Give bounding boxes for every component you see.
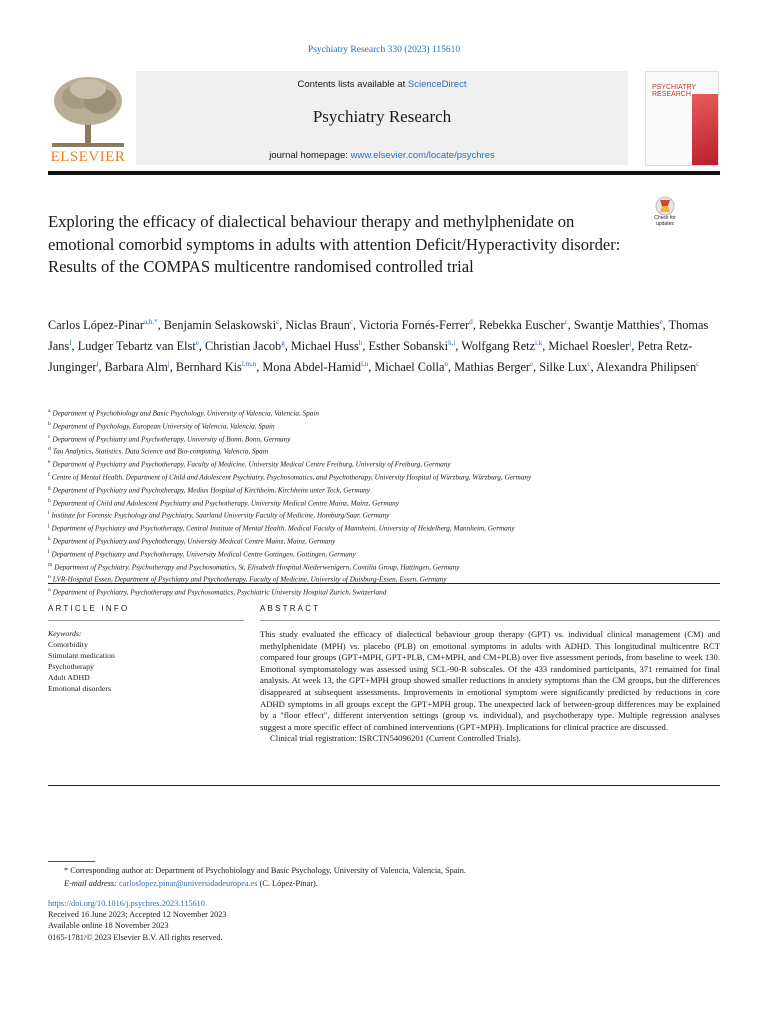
section-rule-bottom <box>48 785 720 786</box>
publisher-name: ELSEVIER <box>50 149 126 165</box>
corresponding-text: Corresponding author at: Department of Psychobiology and Basic Psychology, University of Valencia, Valencia, Spain. <box>70 866 466 875</box>
affiliation-mark: h <box>48 497 51 504</box>
copyright: 0165-1781/© 2023 Elsevier B.V. All rights reserved. <box>48 932 223 942</box>
keywords-list <box>48 639 244 694</box>
footnote-rule <box>48 861 95 862</box>
article-info-heading: ARTICLE INFO <box>48 604 130 613</box>
elsevier-logo[interactable] <box>48 71 128 165</box>
affiliation-item <box>48 585 720 598</box>
doi-link[interactable]: https://doi.org/10.1016/j.psychres.2023.115610 <box>48 899 205 908</box>
trial-registration: Clinical trial registration: ISRCTN54096201 (Current Controlled Trials). <box>270 733 521 744</box>
author-name: Silke Lux <box>539 359 588 374</box>
affiliation-mark: n <box>48 574 51 581</box>
author[interactable] <box>539 360 590 374</box>
available-online: Available online 18 November 2023 <box>48 921 169 931</box>
author-name: Michael Huss <box>290 338 359 353</box>
author-name: Mathias Berger <box>454 359 531 374</box>
author-name: Niclas Braun <box>285 318 350 333</box>
abstract-heading: ABSTRACT <box>260 604 321 613</box>
affiliation-item <box>48 521 720 534</box>
author-name: Alexandra Philipsen <box>596 359 697 374</box>
author-affiliation-marks[interactable]: l,m,n <box>241 359 257 368</box>
affiliation-item <box>48 534 720 547</box>
email-link[interactable]: carloslopez.pinar@universidadeuropea.es <box>119 878 258 888</box>
affiliation-mark: k <box>48 535 51 542</box>
homepage-link[interactable]: www.elsevier.com/locate/psychres <box>350 150 495 161</box>
author-name: Mona Abdel-Hamid <box>262 359 362 374</box>
author-affiliation-marks[interactable]: c <box>349 318 354 326</box>
affiliation-text: Department of Psychiatry and Psychotherapy, Faculty of Medicine, University Medical Centre Freiburg, University of Freiburg, Germany <box>52 460 451 469</box>
author-affiliation-marks[interactable]: c <box>696 359 700 368</box>
author-affiliation-marks[interactable]: f <box>69 338 72 347</box>
journal-cover[interactable] <box>645 71 719 166</box>
author[interactable] <box>48 318 158 332</box>
affiliation-mark: j <box>48 523 50 530</box>
author-name: Bernhard Kis <box>175 359 242 374</box>
affiliation-mark: m <box>48 561 53 568</box>
affiliation-text: Tau Analytics, Statistics, Data Science and Bio-computing, Valencia, Spain <box>52 447 269 456</box>
journal-name[interactable]: Psychiatry Research <box>312 107 452 126</box>
author[interactable] <box>262 360 368 374</box>
affiliation-mark: b <box>48 420 51 427</box>
author-affiliation-marks[interactable]: i,k <box>535 338 543 347</box>
keyword-item: Psychotherapy <box>48 662 94 671</box>
homepage-line <box>136 150 628 161</box>
author-name: Wolfgang Retz <box>461 338 536 353</box>
author[interactable] <box>454 360 533 374</box>
journal-masthead <box>48 71 628 166</box>
affiliation-mark: g <box>48 484 51 491</box>
crossmark-badge[interactable] <box>647 196 683 230</box>
footnotes <box>48 865 720 890</box>
author-name: Christian Jacob <box>205 338 282 353</box>
author-affiliation-marks[interactable]: a,b,* <box>143 318 158 326</box>
author-affiliation-marks[interactable]: i <box>96 359 99 368</box>
affiliation-text: Department of Psychiatry and Psychotherapy, University of Bonn, Bonn, Germany <box>52 434 291 443</box>
author[interactable] <box>176 360 256 374</box>
affiliation-text: Department of Psychiatry and Psychotherapy, University Medical Centre Gottingen, Gottingen, Germany <box>51 550 356 559</box>
author[interactable] <box>548 339 631 353</box>
author-name: Victoria Fornés-Ferrer <box>358 318 470 333</box>
author[interactable] <box>205 339 285 353</box>
affiliation-item <box>48 483 720 496</box>
email-note <box>48 878 720 891</box>
author-name: Benjamin Selaskowski <box>163 318 277 333</box>
author-name: Swantje Matthies <box>573 318 660 333</box>
author[interactable] <box>285 318 353 332</box>
affiliation-mark: l <box>48 548 50 555</box>
author-affiliation-marks[interactable]: e <box>659 318 663 326</box>
author-affiliation-marks[interactable]: o <box>444 359 448 368</box>
keywords-block <box>48 628 244 694</box>
affiliation-mark: f <box>48 471 50 478</box>
affiliation-item <box>48 457 720 470</box>
author[interactable] <box>479 318 568 332</box>
affiliation-text: Centre of Mental Health, Department of Child and Adolescent Psychiatry, Psychosomatics, and Psychotherapy, University Hospital of Würzburg, Würzburg, Germany <box>51 473 532 482</box>
affiliation-item <box>48 444 720 457</box>
header-rule <box>48 171 720 175</box>
affiliation-text: Institute for Forensic Psychology and Psychiatry, Saarland University Faculty of Medicine, Homburg/Saar, Germany <box>51 511 390 520</box>
author-name: Michael Colla <box>374 359 445 374</box>
corresponding-mark: * <box>64 866 69 875</box>
author-affiliation-marks[interactable]: g <box>281 338 285 347</box>
author-name: Barbara Alm <box>104 359 168 374</box>
author[interactable] <box>78 339 199 353</box>
affiliation-text: Department of Psychiatry, Psychotherapy and Psychosomatics, Psychiatric University Hospital Zurich, Switzerland <box>52 588 387 597</box>
author-affiliation-marks[interactable]: h,i <box>448 338 456 347</box>
affiliation-mark: c <box>48 433 51 440</box>
corresponding-author-note <box>48 865 720 878</box>
email-owner: (C. López-Pinar). <box>259 878 318 888</box>
author-affiliation-marks[interactable]: c <box>587 359 591 368</box>
author-list: Carlos López-Pinar$^{a,b,*}$, Benjamin Selaskowski$^c$, Niclas Braun$^c$, Victoria Fornés-Ferrer$^d$, Rebekka Euscher$^c$, Swantje Matthies$^e$, Thomas Jans$^f$, Ludger Tebartz van Elst$^e$, Christian Jacob$^g$, Michael Huss$^h$, Esther Sobanski$^{h,i}$, Wolfgang Retz$^{i,k}$, Michael Roesler$^j$, Petra Retz-Junginger$^i$, Barbara Alm$^j$, Bernhard Kis$^{l,m,n}$, Mona Abdel-Hamid$^{l,n}$, Michael Colla$^o$, Mathias Berger$^e$, Silke Lux$^c$, Alexandra Philipsen$^c$ <box>48 318 709 374</box>
affiliation-item <box>48 419 720 432</box>
affiliation-mark: d <box>48 446 51 453</box>
author-affiliation-marks[interactable]: c <box>276 318 280 326</box>
author-name: Carlos López-Pinar <box>48 318 144 333</box>
author-name: Rebekka Euscher <box>478 318 565 333</box>
affiliation-item <box>48 560 720 573</box>
author-affiliation-marks[interactable]: d <box>469 318 473 326</box>
author-affiliation-marks[interactable]: e <box>195 338 199 347</box>
received-dates: Received 16 June 2023; Accepted 12 November 2023 <box>48 910 227 920</box>
section-rule-top <box>48 583 720 584</box>
author-affiliation-marks[interactable]: c <box>564 318 568 326</box>
homepage-prefix: journal homepage: <box>269 150 348 161</box>
email-label: E-mail address: <box>64 878 117 888</box>
author-affiliation-marks[interactable]: h <box>358 338 363 347</box>
keyword-item: Stimulant medication <box>48 651 115 660</box>
affiliation-text: Department of Child and Adolescent Psychiatry and Psychotherapy, University Medical Centre Mainz, Mainz, Germany <box>52 498 399 507</box>
author[interactable] <box>596 360 699 374</box>
affiliation-item <box>48 496 720 509</box>
keyword-item: Comorbidity <box>48 640 88 649</box>
cover-art <box>692 94 718 166</box>
crossmark-icon <box>647 196 683 216</box>
author[interactable] <box>291 339 362 353</box>
keyword-item: Adult ADHD <box>48 673 90 682</box>
affiliation-item <box>48 508 720 521</box>
author[interactable] <box>369 339 456 353</box>
keyword-item: Emotional disorders <box>48 684 112 693</box>
article-title: Exploring the efficacy of dialectical behaviour therapy and methylphenidate on emotional comorbid symptoms in adults with attention Deficit/Hyperactivity disorder: Results of the COMPAS multicentre randomised controlled trial <box>48 212 621 277</box>
author-affiliation-marks[interactable]: l,n <box>361 359 369 368</box>
author-name: Ludger Tebartz van Elst <box>77 338 196 353</box>
affiliation-item <box>48 406 720 419</box>
author-affiliation-marks[interactable]: j <box>629 338 632 347</box>
affiliation-list <box>48 406 720 598</box>
author[interactable] <box>359 318 473 332</box>
affiliation-item <box>48 547 720 560</box>
author-name: Thomas Jans <box>48 318 709 353</box>
keywords-label: Keywords: <box>48 629 82 638</box>
author-name: Michael Roesler <box>548 338 630 353</box>
affiliation-text: Department of Psychiatry, Psychotherapy and Psychosomatics, St. Elisabeth Hospital Niederwenigern, Contilia Group, Hattingen, Germany <box>54 562 460 571</box>
article-info-rule <box>48 620 244 621</box>
author-affiliation-marks[interactable]: e <box>530 359 534 368</box>
author[interactable] <box>461 339 542 353</box>
author[interactable] <box>164 318 279 332</box>
author-affiliation-marks[interactable]: j <box>167 359 170 368</box>
sciencedirect-link[interactable]: ScienceDirect <box>407 79 467 90</box>
author[interactable] <box>574 318 663 332</box>
contents-prefix: Contents lists available at <box>297 79 406 90</box>
affiliation-mark: o <box>48 587 51 594</box>
affiliation-mark: a <box>48 408 51 414</box>
affiliation-mark: e <box>48 459 51 466</box>
author-name: Esther Sobanski <box>368 338 449 353</box>
publication-info <box>48 898 720 943</box>
affiliation-text: Department of Psychiatry and Psychotherapy, Central Institute of Mental Health, Medical Faculty of Mannheim, University of Heidelberg, Mannheim, Germany <box>51 524 515 533</box>
affiliation-text: Department of Psychiatry and Psychotherapy, Medius Hospital of Kirchheim, Kirchheim unter Teck, Germany <box>52 486 370 495</box>
abstract-rule <box>260 620 720 621</box>
journal-reference[interactable]: Psychiatry Research 330 (2023) 115610 <box>307 45 461 55</box>
affiliation-item <box>48 470 720 483</box>
affiliation-text: Department of Psychology, European University of Valencia, Valencia, Spain <box>52 422 275 431</box>
author[interactable] <box>374 360 448 374</box>
author[interactable] <box>105 360 170 374</box>
affiliation-text: Department of Psychiatry and Psychotherapy, University Medical Centre Mainz, Mainz, Germany <box>52 537 336 546</box>
affiliation-item <box>48 432 720 445</box>
crossmark-label: Check for updates <box>654 215 676 227</box>
affiliation-text: Department of Psychobiology and Basic Psychology, University of Valencia, Valencia, Spain <box>52 409 319 418</box>
masthead-box <box>136 71 628 165</box>
affiliation-mark: i <box>48 510 50 517</box>
abstract-body <box>260 629 720 745</box>
author-name: Petra Retz-Junginger <box>48 338 693 374</box>
contents-line <box>136 79 628 90</box>
affiliation-text: LVR-Hospital Essen, Department of Psychiatry and Psychotherapy, Faculty of Medicine, University of Duisburg-Essen, Essen, Germany <box>52 575 447 584</box>
cover-title: PSYCHIATRY RESEARCH <box>652 84 696 98</box>
abstract-paragraph: This study evaluated the efficacy of dialectical behaviour group therapy (GPT) vs. individual clinical management (CM) and methylphenidate (MPH) vs. placebo (PLB) on emotional symptoms in adults with ADHD. This longitudinal multicentre RCT compared four groups (GPT+MPH, GPT+PLB, CM+MPH, and CM+PLB) over five assessment periods, from baseline to week 130. Emotional symptomatology was assessed using SCL-90-R subscales. Of the 433 randomised participants, 371 remained for final analysis. At week 13, the GPT+MPH group showed smaller reductions in anxiety symptoms than the CM groups, but the differences disappeared at subsequent assessments. Improvements in emotional symptom were significantly predicted by reductions in core ADHD symptoms in all groups except the GPT+MPH group. The unexpected lack of between-group differences may be explained by a "floor effect", different intervention settings (group vs. individual), and psychotherapy type. Multiple regression analyses suggest a more specific effect of combined interventions (GPT+MPH). Implications for clinical practice are discussed. <box>260 629 720 732</box>
